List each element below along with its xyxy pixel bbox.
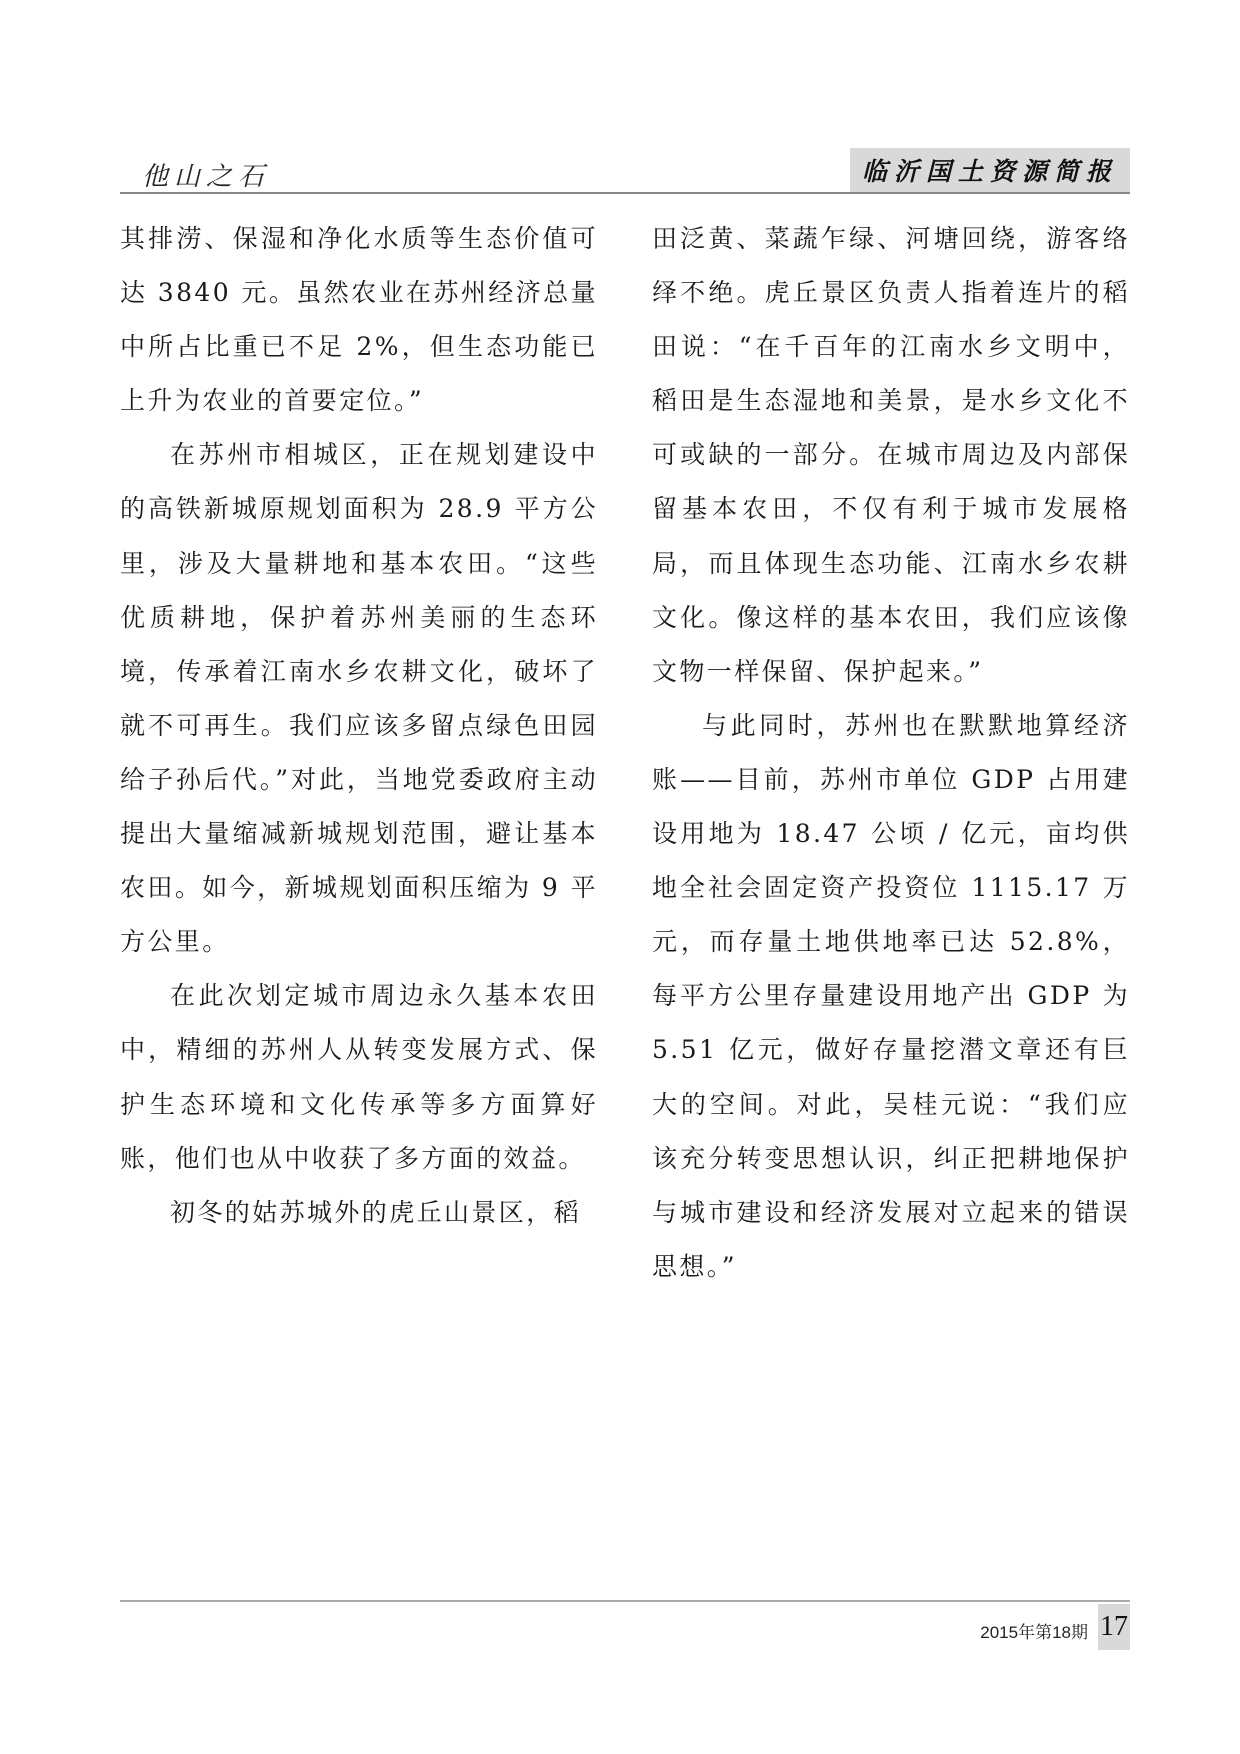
paragraph: 在此次划定城市周边永久基本农田中，精细的苏州人从转变发展方式、保护生态环境和文化传承等多方面算好账，他们也从中收获了多方面的效益。 [120,981,598,1173]
page-header [120,148,1130,200]
left-column [120,212,598,1240]
page-number-box [1098,1604,1130,1650]
paragraph: 与此同时，苏州也在默默地算经济账——目前，苏州市单位 GDP 占用建设用地为 18.47 公顷 / 亿元，亩均供地全社会固定资产投资位 1115.17 万元，而存量土地供地率已达 52.8%，每平方公里存量建设用地产出 GDP 为 5.51 亿元，做好存量挖潜文章还有巨大的空间。对此，吴桂元说：“我们应该充分转变思想认识，纠正把耕地保护与城市建设和经济发展对立起来的错误思想。” [652,710,1130,1281]
issue-label: 2015年第18期 [980,1623,1088,1642]
paragraph: 初冬的姑苏城外的虎丘山景区，稻 [170,1197,582,1227]
publication-title-box [850,148,1130,192]
publication-title: 临沂国土资源简报 [861,157,1118,186]
right-column [652,212,1130,1294]
page-number: 17 [1100,1611,1128,1642]
section-title: 他山之石 [142,162,271,192]
header-divider [120,192,1130,194]
paragraph: 其排涝、保湿和净化水质等生态价值可达 3840 元。虽然农业在苏州经济总量中所占比重已不足 2%，但生态功能已上升为农业的首要定位。” [120,224,598,416]
paragraph: 田泛黄、菜蔬乍绿、河塘回绕，游客络绎不绝。虎丘景区负责人指着连片的稻田说：“在千百年的江南水乡文明中，稻田是生态湿地和美景，是水乡文化不可或缺的一部分。在城市周边及内部保留基本农田，不仅有利于城市发展格局，而且体现生态功能、江南水乡农耕文化。像这样的基本农田，我们应该像文物一样保留、保护起来。” [652,224,1130,686]
paragraph: 在苏州市相城区，正在规划建设中的高铁新城原规划面积为 28.9 平方公里，涉及大量耕地和基本农田。“这些优质耕地，保护着苏州美丽的生态环境，传承着江南水乡农耕文化，破坏了就不可再生。我们应该多留点绿色田园给子孙后代。”对此，当地党委政府主动提出大量缩减新城规划范围，避让基本农田。如今，新城规划面积压缩为 9 平方公里。 [120,440,598,957]
footer-divider [120,1600,1130,1602]
